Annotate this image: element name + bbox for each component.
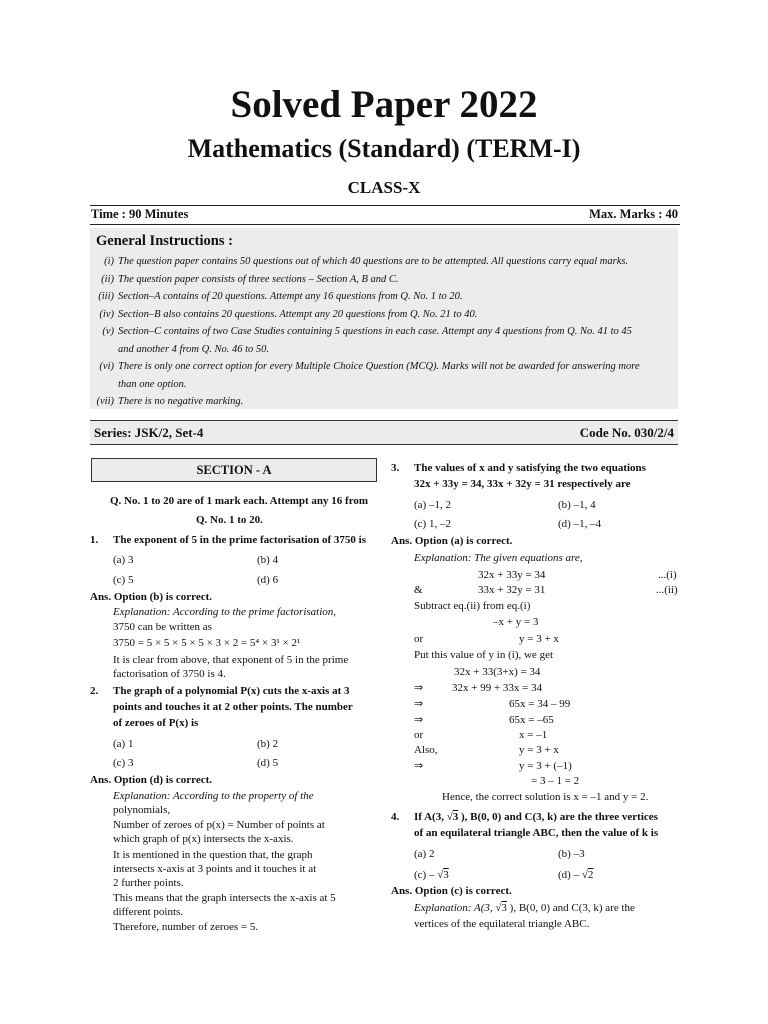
equation: y = 3 + x (519, 633, 559, 645)
explanation-line: 2 further points. (113, 877, 184, 889)
instruction-item (90, 253, 678, 271)
divider-top (90, 205, 680, 206)
option-c: (c) – √3 (414, 869, 449, 881)
equation-prefix: ⇒ (414, 682, 424, 694)
explanation-line: This means that the graph intersects the x-axis at 5 (113, 892, 336, 904)
equation: x = –1 (519, 729, 548, 741)
equation: y = 3 + (–1) (519, 760, 572, 772)
equation: 32x + 33(3+x) = 34 (454, 666, 541, 678)
instruction-text: There is only one correct option for every Multiple Choice Question (MCQ). Marks will not be awarded for answering more (118, 361, 640, 372)
answer-4: Ans. Option (c) is correct. (391, 885, 512, 897)
option-a: (a) 1 (113, 738, 134, 750)
equation: –x + y = 3 (493, 616, 539, 628)
option-d: (d) 6 (257, 574, 279, 586)
explanation-line: Explanation: According to the property of the (113, 790, 314, 802)
equation-prefix: ⇒ (414, 714, 424, 726)
explanation-line: It is clear from above, that exponent of 5 in the prime (113, 654, 349, 666)
explanation-line: Therefore, number of zeroes = 5. (113, 921, 259, 933)
code-label: Code No. 030/2/4 (579, 425, 674, 440)
question-3: 32x + 33y = 34, 33x + 32y = 31 respectively are (414, 478, 631, 490)
instruction-item (90, 358, 678, 393)
equation: = 3 – 1 = 2 (531, 775, 580, 787)
equation-prefix: Also, (414, 744, 438, 756)
option-a: (a) 3 (113, 554, 134, 566)
question-1: The exponent of 5 in the prime factorisation of 3750 is (113, 534, 366, 546)
instruction-item (90, 393, 678, 411)
instruction-text: and another 4 from Q. No. 46 to 50. (118, 343, 269, 355)
instruction-number: (i) (104, 256, 114, 267)
instruction-item (90, 323, 678, 358)
instruction-item (90, 306, 678, 324)
class-label: CLASS-X (347, 178, 421, 197)
explanation-line: Explanation: A(3, √3 ), B(0, 0) and C(3, k) are the (414, 902, 635, 914)
explanation-line: 3750 can be written as (113, 621, 212, 633)
explanation-line: vertices of the equilateral triangle ABC. (414, 918, 590, 930)
instruction-number: (vi) (99, 361, 114, 372)
instruction-text: Section–B also contains 20 questions. Attempt any 20 questions from Q. No. 21 to 40. (118, 308, 478, 320)
question-3: The values of x and y satisfying the two equations (414, 462, 646, 474)
equation: 65x = –65 (509, 714, 554, 726)
equation-prefix: or (414, 729, 424, 741)
explanation-line: different points. (113, 906, 184, 918)
section-intro-2: Q. No. 1 to 20. (196, 514, 263, 526)
option-b: (b) 4 (257, 554, 279, 566)
instruction-text: Section–A contains of 20 questions. Attempt any 16 questions from Q. No. 1 to 20. (118, 291, 463, 302)
instruction-text: The question paper consists of three sections – Section A, B and C. (118, 273, 399, 285)
option-c: (c) 5 (113, 574, 134, 586)
equation: y = 3 + x (519, 744, 559, 756)
option-c: (c) 1, –2 (414, 518, 451, 530)
instruction-text: Section–C contains of two Case Studies containing 5 questions in each case. Attempt any 4 questions from Q. No. 41 to 45 (118, 326, 632, 337)
explanation-line: polynomials, (113, 804, 171, 816)
equation: 33x + 32y = 31 (478, 584, 546, 596)
equation-prefix: or (414, 633, 424, 645)
instruction-number: (v) (102, 326, 114, 337)
answer-1: Ans. Option (b) is correct. (90, 591, 213, 603)
option-d: (d) 5 (257, 757, 279, 769)
explanation-line: Number of zeroes of p(x) = Number of points at (113, 819, 325, 831)
equation-tag: ...(i) (658, 569, 677, 581)
equation-tag: ...(ii) (656, 584, 678, 596)
explanation-line: which graph of p(x) intersects the x-axis. (113, 833, 294, 845)
question-2: of zeroes of P(x) is (113, 717, 199, 729)
answer-3: Ans. Option (a) is correct. (391, 535, 513, 547)
series-label: Series: JSK/2, Set-4 (94, 425, 204, 440)
question-4: of an equilateral triangle ABC, then the value of k is (414, 827, 659, 839)
instruction-text: There is no negative marking. (118, 396, 244, 407)
explanation-line: Put this value of y in (i), we get (414, 649, 554, 661)
option-c: (c) 3 (113, 757, 134, 769)
option-b: (b) –1, 4 (558, 499, 596, 511)
explanation-line: Explanation: The given equations are, (414, 552, 583, 564)
instruction-number: (iv) (99, 308, 114, 320)
general-instructions (90, 228, 678, 409)
instruction-number: (vii) (96, 396, 114, 407)
page-subtitle: Mathematics (Standard) (TERM-I) (187, 134, 581, 163)
series-bar (90, 420, 678, 445)
page-title: Solved Paper 2022 (230, 83, 538, 126)
max-marks-label: Max. Marks : 40 (589, 207, 678, 221)
explanation-line: Subtract eq.(ii) from eq.(i) (414, 600, 531, 612)
question-number: 3. (391, 462, 400, 474)
option-d: (d) –1, –4 (558, 518, 602, 530)
equation: 32x + 33y = 34 (478, 569, 546, 581)
answer-2: Ans. Option (d) is correct. (90, 774, 213, 786)
explanation-line: Explanation: According to the prime factorisation, (113, 606, 337, 618)
question-number: 4. (391, 811, 400, 823)
question-number: 1. (90, 534, 99, 546)
explanation-line: intersects x-axis at 3 points and it touches it at (113, 863, 317, 875)
explanation-line: factorisation of 3750 is 4. (113, 668, 226, 680)
instruction-item (90, 288, 678, 306)
option-d: (d) – √2 (558, 869, 594, 881)
explanation-line: 3750 = 5 × 5 × 5 × 5 × 3 × 2 = 5⁴ × 3¹ × 2¹ (113, 637, 301, 649)
section-a-heading: SECTION - A (91, 458, 377, 482)
time-label: Time : 90 Minutes (91, 207, 189, 221)
instructions-heading: General Instructions : (96, 233, 233, 249)
equation-prefix: & (414, 584, 423, 596)
instruction-text: The question paper contains 50 questions out of which 40 questions are to be attempted. All questions carry equal marks. (118, 256, 629, 267)
question-2: The graph of a polynomial P(x) cuts the x-axis at 3 (113, 685, 350, 697)
option-a: (a) 2 (414, 848, 435, 860)
option-a: (a) –1, 2 (414, 499, 451, 511)
divider-meta (90, 224, 680, 225)
equation-prefix: ⇒ (414, 760, 424, 772)
option-b: (b) –3 (558, 848, 585, 860)
instruction-item (90, 271, 678, 289)
section-intro: Q. No. 1 to 20 are of 1 mark each. Attempt any 16 from (110, 495, 369, 507)
explanation-line: It is mentioned in the question that, the graph (113, 849, 313, 861)
equation-prefix: ⇒ (414, 698, 424, 710)
instruction-text: than one option. (118, 378, 187, 390)
question-number: 2. (90, 685, 99, 697)
instruction-number: (ii) (101, 273, 114, 285)
explanation-line: Hence, the correct solution is x = –1 and y = 2. (442, 791, 649, 803)
question-2: points and touches it at 2 other points. The number (113, 701, 353, 713)
equation: 32x + 99 + 33x = 34 (452, 682, 543, 694)
option-b: (b) 2 (257, 738, 279, 750)
equation: 65x = 34 – 99 (509, 698, 571, 710)
instruction-number: (iii) (98, 291, 114, 302)
question-4: If A(3, √3 ), B(0, 0) and C(3, k) are the three vertices (414, 811, 658, 823)
